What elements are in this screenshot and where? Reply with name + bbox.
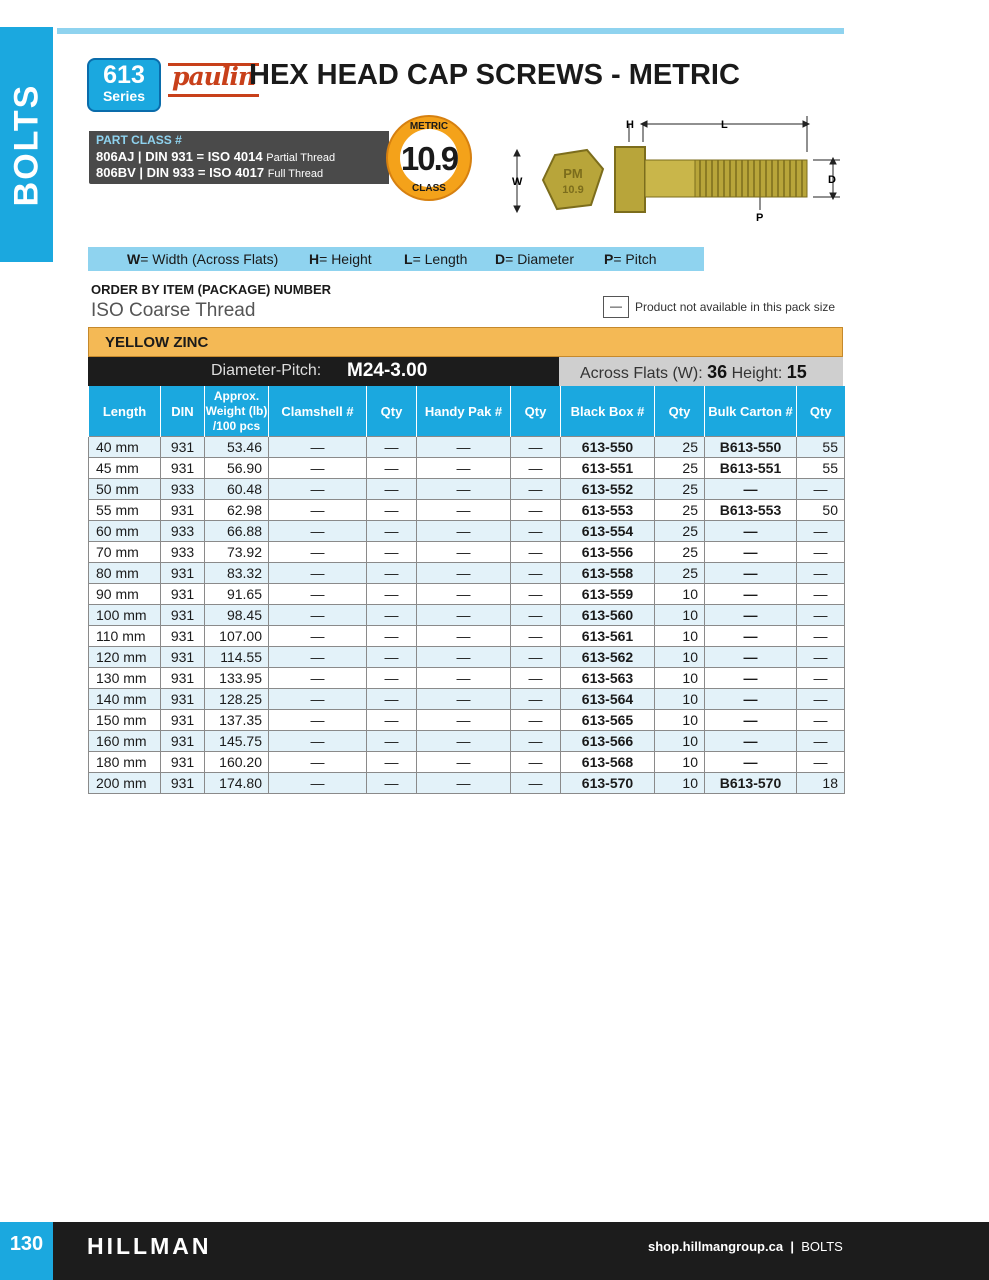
cell-length: 90 mm	[89, 584, 161, 605]
dim-w-label: W	[512, 176, 523, 188]
cell-black-box-qty: 10	[655, 773, 705, 794]
legend-item: W= Width (Across Flats)	[127, 251, 279, 267]
cell-length: 50 mm	[89, 479, 161, 500]
cell-weight: 137.35	[205, 710, 269, 731]
cell-black-box: 613-553	[561, 500, 655, 521]
table-row	[89, 773, 845, 794]
cell-length: 40 mm	[89, 437, 161, 458]
footer-separator: |	[790, 1239, 794, 1254]
cell-bulk-carton: —	[705, 731, 797, 752]
cell-length: 110 mm	[89, 626, 161, 647]
cell-bulk-carton: B613-553	[705, 500, 797, 521]
across-flats-value: 36	[707, 362, 728, 382]
section-tab	[0, 27, 53, 262]
cell-handy-pak: —	[417, 626, 511, 647]
cell-black-box: 613-560	[561, 605, 655, 626]
cell-handy-pak: —	[417, 521, 511, 542]
cell-clamshell-qty: —	[367, 605, 417, 626]
cell-clamshell-qty: —	[367, 668, 417, 689]
part-class-spec: DIN 931 = ISO 4014	[145, 149, 263, 164]
cell-weight: 128.25	[205, 689, 269, 710]
part-class-row: 806AJ | DIN 931 = ISO 4014 Partial Thread	[96, 149, 336, 164]
cell-bulk-carton: —	[705, 542, 797, 563]
cell-weight: 62.98	[205, 500, 269, 521]
table-row	[89, 584, 845, 605]
cell-clamshell-qty: —	[367, 710, 417, 731]
cell-black-box-qty: 25	[655, 563, 705, 584]
cell-black-box: 613-563	[561, 668, 655, 689]
product-table	[88, 386, 845, 794]
table-row	[89, 458, 845, 479]
cell-clamshell-qty: —	[367, 689, 417, 710]
cell-clamshell-qty: —	[367, 437, 417, 458]
column-header-clamshell-qty: Qty	[367, 386, 417, 437]
dim-p-label: P	[756, 212, 764, 224]
legend-item: P= Pitch	[604, 251, 657, 267]
cell-din: 931	[161, 458, 205, 479]
cell-clamshell: —	[269, 752, 367, 773]
table-row	[89, 731, 845, 752]
cell-handy-pak-qty: —	[511, 563, 561, 584]
cell-black-box-qty: 25	[655, 479, 705, 500]
cell-bulk-carton: —	[705, 647, 797, 668]
cell-black-box: 613-561	[561, 626, 655, 647]
cell-black-box-qty: 10	[655, 752, 705, 773]
cell-bulk-carton-qty: —	[797, 626, 845, 647]
cell-handy-pak: —	[417, 605, 511, 626]
cell-length: 160 mm	[89, 731, 161, 752]
cell-weight: 133.95	[205, 668, 269, 689]
cell-clamshell-qty: —	[367, 773, 417, 794]
cell-clamshell: —	[269, 689, 367, 710]
cell-handy-pak-qty: —	[511, 437, 561, 458]
cell-black-box: 613-559	[561, 584, 655, 605]
cell-handy-pak-qty: —	[511, 710, 561, 731]
table-row	[89, 710, 845, 731]
cell-handy-pak: —	[417, 458, 511, 479]
badge-bottom-text: CLASS	[412, 183, 446, 194]
table-row	[89, 563, 845, 584]
cell-clamshell-qty: —	[367, 542, 417, 563]
order-heading: ORDER BY ITEM (PACKAGE) NUMBER	[91, 282, 332, 297]
cell-clamshell-qty: —	[367, 626, 417, 647]
part-class-code: 806BV	[96, 165, 136, 180]
finish-banner: YELLOW ZINC	[88, 327, 843, 357]
cell-weight: 83.32	[205, 563, 269, 584]
column-header-handy-pak-qty: Qty	[511, 386, 561, 437]
height-value: 15	[786, 362, 807, 382]
cell-clamshell-qty: —	[367, 500, 417, 521]
cell-clamshell: —	[269, 563, 367, 584]
cell-black-box-qty: 10	[655, 710, 705, 731]
cell-weight: 91.65	[205, 584, 269, 605]
cell-clamshell-qty: —	[367, 731, 417, 752]
cell-handy-pak-qty: —	[511, 773, 561, 794]
cell-length: 180 mm	[89, 752, 161, 773]
cell-din: 931	[161, 437, 205, 458]
cell-din: 931	[161, 773, 205, 794]
cell-length: 140 mm	[89, 689, 161, 710]
cell-clamshell-qty: —	[367, 521, 417, 542]
legend-item: L= Length	[404, 251, 468, 267]
cell-weight: 60.48	[205, 479, 269, 500]
table-header-row	[89, 386, 845, 437]
cell-din: 931	[161, 752, 205, 773]
series-badge	[87, 58, 161, 112]
table-row	[89, 605, 845, 626]
column-header-handy-pak: Handy Pak #	[417, 386, 511, 437]
cell-handy-pak-qty: —	[511, 605, 561, 626]
cell-length: 150 mm	[89, 710, 161, 731]
table-row	[89, 521, 845, 542]
cell-clamshell: —	[269, 626, 367, 647]
table-row	[89, 752, 845, 773]
column-header-clamshell: Clamshell #	[269, 386, 367, 437]
legend-item: D= Diameter	[495, 251, 574, 267]
cell-handy-pak: —	[417, 479, 511, 500]
part-class-heading: PART CLASS #	[96, 133, 182, 147]
cell-clamshell: —	[269, 605, 367, 626]
head-marking-1: PM	[563, 166, 583, 181]
cell-clamshell: —	[269, 773, 367, 794]
cell-length: 80 mm	[89, 563, 161, 584]
column-header-bulk-carton: Bulk Carton #	[705, 386, 797, 437]
table-row	[89, 626, 845, 647]
cell-handy-pak-qty: —	[511, 500, 561, 521]
diameter-pitch-label: Diameter-Pitch:	[211, 362, 322, 379]
cell-length: 70 mm	[89, 542, 161, 563]
not-available-note: Product not available in this pack size	[635, 300, 836, 314]
cell-black-box: 613-570	[561, 773, 655, 794]
cell-clamshell: —	[269, 542, 367, 563]
cell-length: 200 mm	[89, 773, 161, 794]
cell-handy-pak: —	[417, 542, 511, 563]
table-row	[89, 542, 845, 563]
cell-bulk-carton: —	[705, 605, 797, 626]
footer-section: BOLTS	[801, 1239, 843, 1254]
cell-black-box: 613-565	[561, 710, 655, 731]
cell-clamshell: —	[269, 710, 367, 731]
cell-din: 931	[161, 668, 205, 689]
table-row	[89, 479, 845, 500]
metric-class-badge	[386, 115, 472, 201]
part-class-row: 806BV | DIN 933 = ISO 4017 Full Thread	[96, 165, 324, 180]
cell-length: 100 mm	[89, 605, 161, 626]
cell-clamshell: —	[269, 731, 367, 752]
part-class-panel	[89, 131, 389, 184]
cell-bulk-carton-qty: —	[797, 479, 845, 500]
cell-clamshell-qty: —	[367, 647, 417, 668]
cell-din: 931	[161, 689, 205, 710]
cell-handy-pak-qty: —	[511, 626, 561, 647]
cell-handy-pak-qty: —	[511, 542, 561, 563]
cell-handy-pak-qty: —	[511, 479, 561, 500]
bolt-diagram	[505, 112, 845, 227]
section-tab-label: BOLTS	[7, 83, 45, 206]
cell-din: 931	[161, 647, 205, 668]
cell-clamshell: —	[269, 458, 367, 479]
cell-din: 933	[161, 542, 205, 563]
cell-handy-pak-qty: —	[511, 689, 561, 710]
part-class-spec: DIN 933 = ISO 4017	[146, 165, 265, 180]
cell-bulk-carton-qty: —	[797, 710, 845, 731]
cell-black-box: 613-552	[561, 479, 655, 500]
legend-item: H= Height	[309, 251, 372, 267]
cell-handy-pak: —	[417, 689, 511, 710]
table-row	[89, 437, 845, 458]
footer-url[interactable]: shop.hillmangroup.ca	[648, 1239, 784, 1254]
column-header-black-box: Black Box #	[561, 386, 655, 437]
table-row	[89, 500, 845, 521]
dim-d-label: D	[828, 174, 836, 186]
badge-top-text: METRIC	[409, 121, 449, 132]
table-row	[89, 689, 845, 710]
cell-bulk-carton-qty: —	[797, 647, 845, 668]
column-header-black-box-qty: Qty	[655, 386, 705, 437]
cell-din: 931	[161, 500, 205, 521]
cell-bulk-carton: —	[705, 668, 797, 689]
cell-weight: 107.00	[205, 626, 269, 647]
cell-bulk-carton: —	[705, 584, 797, 605]
cell-black-box-qty: 25	[655, 521, 705, 542]
cell-length: 45 mm	[89, 458, 161, 479]
part-class-note: Full Thread	[267, 168, 324, 180]
cell-clamshell-qty: —	[367, 479, 417, 500]
cell-weight: 98.45	[205, 605, 269, 626]
cell-length: 120 mm	[89, 647, 161, 668]
cell-bulk-carton-qty: —	[797, 752, 845, 773]
cell-black-box: 613-551	[561, 458, 655, 479]
footer-text	[648, 1239, 843, 1254]
cell-handy-pak-qty: —	[511, 521, 561, 542]
cell-bulk-carton: —	[705, 710, 797, 731]
cell-handy-pak-qty: —	[511, 458, 561, 479]
cell-bulk-carton: —	[705, 563, 797, 584]
cell-clamshell-qty: —	[367, 584, 417, 605]
page-title: HEX HEAD CAP SCREWS - METRIC	[249, 59, 740, 91]
top-rule	[57, 28, 844, 34]
cell-handy-pak: —	[417, 584, 511, 605]
diameter-pitch-value: M24-3.00	[347, 360, 428, 381]
cell-black-box-qty: 10	[655, 668, 705, 689]
cell-bulk-carton-qty: 55	[797, 458, 845, 479]
cell-handy-pak: —	[417, 773, 511, 794]
cell-din: 931	[161, 584, 205, 605]
cell-weight: 56.90	[205, 458, 269, 479]
cell-din: 933	[161, 521, 205, 542]
cell-bulk-carton-qty: —	[797, 605, 845, 626]
dimension-legend	[88, 247, 704, 271]
dim-h-label: H	[626, 119, 634, 131]
cell-clamshell-qty: —	[367, 752, 417, 773]
column-header-length: Length	[89, 386, 161, 437]
cell-din: 931	[161, 626, 205, 647]
cell-bulk-carton: —	[705, 689, 797, 710]
cell-clamshell-qty: —	[367, 563, 417, 584]
cell-weight: 160.20	[205, 752, 269, 773]
cell-handy-pak: —	[417, 752, 511, 773]
cell-handy-pak-qty: —	[511, 731, 561, 752]
head-marking-2: 10.9	[562, 184, 584, 196]
cell-bulk-carton: —	[705, 752, 797, 773]
cell-length: 130 mm	[89, 668, 161, 689]
cell-handy-pak-qty: —	[511, 752, 561, 773]
cell-clamshell: —	[269, 437, 367, 458]
cell-black-box: 613-554	[561, 521, 655, 542]
across-flats-bar	[559, 357, 843, 386]
table-row	[89, 647, 845, 668]
badge-value: 10.9	[400, 140, 458, 177]
series-label: Series	[102, 88, 146, 104]
cell-bulk-carton: —	[705, 521, 797, 542]
cell-black-box: 613-566	[561, 731, 655, 752]
cell-clamshell: —	[269, 500, 367, 521]
cell-black-box: 613-556	[561, 542, 655, 563]
cell-din: 933	[161, 479, 205, 500]
cell-weight: 66.88	[205, 521, 269, 542]
cell-black-box: 613-562	[561, 647, 655, 668]
cell-din: 931	[161, 605, 205, 626]
cell-bulk-carton: —	[705, 479, 797, 500]
cell-clamshell: —	[269, 647, 367, 668]
cell-handy-pak: —	[417, 500, 511, 521]
cell-clamshell: —	[269, 479, 367, 500]
thread-type: ISO Coarse Thread	[91, 300, 256, 321]
cell-bulk-carton: B613-570	[705, 773, 797, 794]
column-header-bulk-carton-qty: Qty	[797, 386, 845, 437]
diameter-pitch-bar	[88, 357, 559, 386]
cell-black-box: 613-564	[561, 689, 655, 710]
cell-weight: 73.92	[205, 542, 269, 563]
cell-black-box-qty: 25	[655, 542, 705, 563]
cell-din: 931	[161, 563, 205, 584]
cell-din: 931	[161, 710, 205, 731]
cell-bulk-carton-qty: —	[797, 542, 845, 563]
cell-handy-pak-qty: —	[511, 647, 561, 668]
cell-black-box: 613-558	[561, 563, 655, 584]
table-row	[89, 668, 845, 689]
dim-l-label: L	[721, 119, 728, 131]
cell-bulk-carton-qty: 55	[797, 437, 845, 458]
cell-bulk-carton: B613-550	[705, 437, 797, 458]
cell-black-box-qty: 10	[655, 626, 705, 647]
cell-clamshell: —	[269, 584, 367, 605]
cell-black-box-qty: 25	[655, 458, 705, 479]
brand-logo: paulin	[168, 63, 259, 97]
part-class-note: Partial Thread	[266, 152, 336, 164]
cell-clamshell-qty: —	[367, 458, 417, 479]
cell-black-box-qty: 10	[655, 689, 705, 710]
cell-black-box: 613-568	[561, 752, 655, 773]
cell-bulk-carton-qty: —	[797, 689, 845, 710]
across-flats-label: Across Flats (W):	[580, 365, 703, 382]
cell-weight: 145.75	[205, 731, 269, 752]
cell-black-box-qty: 10	[655, 731, 705, 752]
cell-handy-pak: —	[417, 668, 511, 689]
cell-black-box-qty: 25	[655, 437, 705, 458]
not-available-symbol: —	[603, 296, 629, 318]
cell-bulk-carton-qty: —	[797, 668, 845, 689]
part-class-code: 806AJ	[96, 149, 135, 164]
column-header-din: DIN	[161, 386, 205, 437]
cell-bulk-carton-qty: 50	[797, 500, 845, 521]
hillman-logo: HILLMAN	[87, 1233, 212, 1259]
cell-bulk-carton: —	[705, 626, 797, 647]
cell-bulk-carton: B613-551	[705, 458, 797, 479]
cell-bulk-carton-qty: —	[797, 563, 845, 584]
cell-handy-pak-qty: —	[511, 668, 561, 689]
cell-bulk-carton-qty: —	[797, 521, 845, 542]
cell-handy-pak: —	[417, 710, 511, 731]
cell-black-box-qty: 10	[655, 647, 705, 668]
cell-bulk-carton-qty: —	[797, 731, 845, 752]
cell-black-box-qty: 10	[655, 605, 705, 626]
cell-length: 55 mm	[89, 500, 161, 521]
cell-handy-pak-qty: —	[511, 584, 561, 605]
cell-weight: 114.55	[205, 647, 269, 668]
height-label: Height:	[731, 365, 783, 382]
cell-handy-pak: —	[417, 731, 511, 752]
page-number: 130	[0, 1222, 53, 1280]
cell-bulk-carton-qty: —	[797, 584, 845, 605]
cell-black-box-qty: 25	[655, 500, 705, 521]
cell-handy-pak: —	[417, 437, 511, 458]
column-header-weight: Approx. Weight (lb) /100 pcs	[205, 386, 269, 437]
series-number: 613	[103, 61, 145, 89]
cell-clamshell: —	[269, 521, 367, 542]
cell-weight: 174.80	[205, 773, 269, 794]
cell-black-box-qty: 10	[655, 584, 705, 605]
cell-handy-pak: —	[417, 563, 511, 584]
cell-handy-pak: —	[417, 647, 511, 668]
cell-black-box: 613-550	[561, 437, 655, 458]
cell-bulk-carton-qty: 18	[797, 773, 845, 794]
cell-length: 60 mm	[89, 521, 161, 542]
cell-clamshell: —	[269, 668, 367, 689]
cell-weight: 53.46	[205, 437, 269, 458]
cell-din: 931	[161, 731, 205, 752]
